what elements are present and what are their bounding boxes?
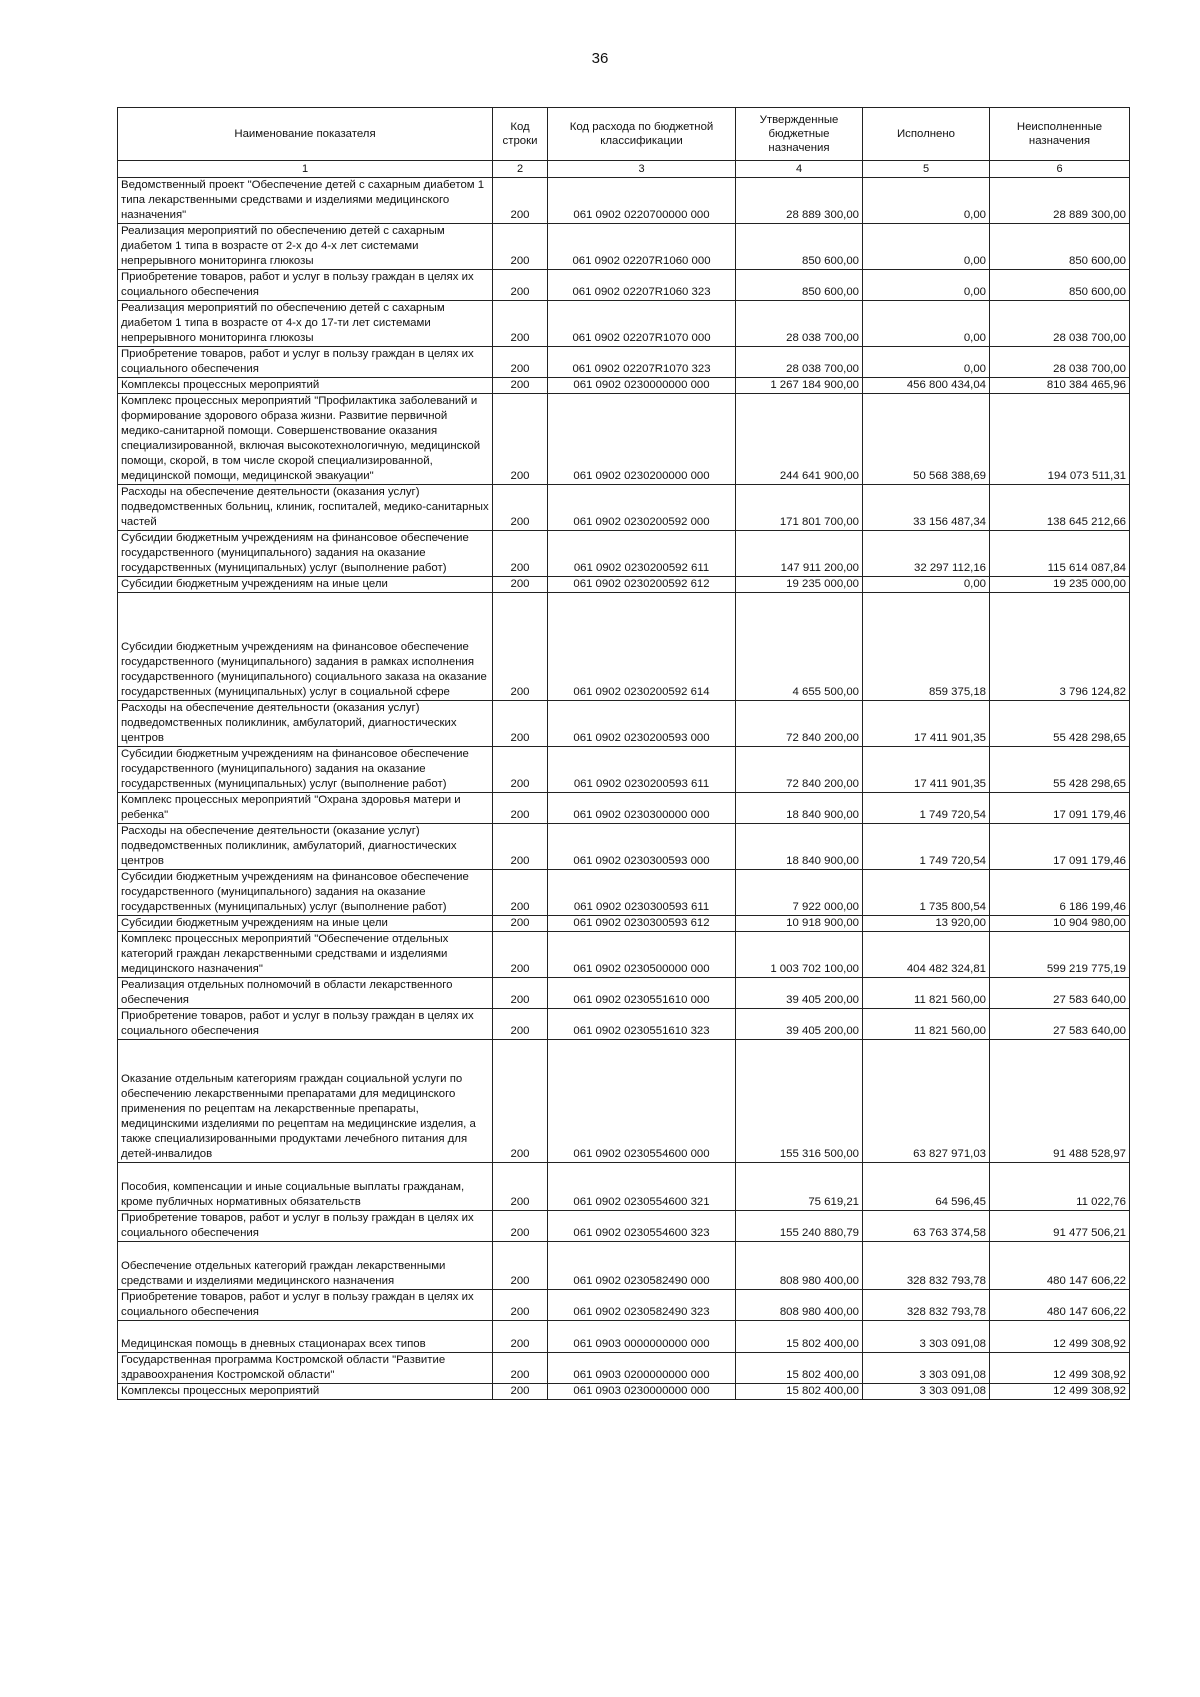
approved-amount-cell: 155 316 500,00 bbox=[736, 1040, 863, 1163]
row-code-cell: 200 bbox=[493, 577, 548, 593]
unexecuted-amount-cell: 138 645 212,66 bbox=[990, 485, 1130, 531]
unexecuted-amount-cell: 10 904 980,00 bbox=[990, 916, 1130, 932]
row-name-cell: Приобретение товаров, работ и услуг в пользу граждан в целях их социального обеспечения bbox=[118, 270, 493, 301]
row-code-cell: 200 bbox=[493, 1353, 548, 1384]
classification-code-cell: 061 0903 0200000000 000 bbox=[548, 1353, 736, 1384]
column-header-name: Наименование показателя bbox=[118, 108, 493, 161]
approved-amount-cell: 72 840 200,00 bbox=[736, 701, 863, 747]
column-number: 2 bbox=[493, 161, 548, 178]
classification-code-cell: 061 0902 0230200000 000 bbox=[548, 394, 736, 485]
classification-code-cell: 061 0902 0220700000 000 bbox=[548, 178, 736, 224]
table-row bbox=[118, 1242, 1130, 1290]
approved-amount-cell: 155 240 880,79 bbox=[736, 1211, 863, 1242]
unexecuted-amount-cell: 194 073 511,31 bbox=[990, 394, 1130, 485]
row-name-cell: Приобретение товаров, работ и услуг в пользу граждан в целях их социального обеспечения bbox=[118, 1290, 493, 1321]
classification-code-cell: 061 0902 0230200593 611 bbox=[548, 747, 736, 793]
row-name-cell: Расходы на обеспечение деятельности (оказание услуг) подведомственных поликлиник, амбулаторий, диагностических центров bbox=[118, 824, 493, 870]
executed-amount-cell: 1 749 720,54 bbox=[863, 793, 990, 824]
unexecuted-amount-cell: 27 583 640,00 bbox=[990, 978, 1130, 1009]
row-code-cell: 200 bbox=[493, 1211, 548, 1242]
classification-code-cell: 061 0902 0230200592 000 bbox=[548, 485, 736, 531]
unexecuted-amount-cell: 480 147 606,22 bbox=[990, 1242, 1130, 1290]
executed-amount-cell: 859 375,18 bbox=[863, 593, 990, 701]
row-name-cell: Обеспечение отдельных категорий граждан лекарственными средствами и изделиями медицинского назначения bbox=[118, 1242, 493, 1290]
unexecuted-amount-cell: 28 889 300,00 bbox=[990, 178, 1130, 224]
row-name-cell: Расходы на обеспечение деятельности (оказания услуг) подведомственных больниц, клиник, госпиталей, медико-санитарных частей bbox=[118, 485, 493, 531]
approved-amount-cell: 850 600,00 bbox=[736, 224, 863, 270]
classification-code-cell: 061 0902 02207R1070 000 bbox=[548, 301, 736, 347]
executed-amount-cell: 0,00 bbox=[863, 178, 990, 224]
row-code-cell: 200 bbox=[493, 1009, 548, 1040]
row-code-cell: 200 bbox=[493, 178, 548, 224]
table-row bbox=[118, 394, 1130, 485]
approved-amount-cell: 19 235 000,00 bbox=[736, 577, 863, 593]
table-row bbox=[118, 932, 1130, 978]
unexecuted-amount-cell: 12 499 308,92 bbox=[990, 1384, 1130, 1400]
executed-amount-cell: 64 596,45 bbox=[863, 1163, 990, 1211]
row-code-cell: 200 bbox=[493, 301, 548, 347]
executed-amount-cell: 1 749 720,54 bbox=[863, 824, 990, 870]
column-header-row-code: Код строки bbox=[493, 108, 548, 161]
row-name-cell: Субсидии бюджетным учреждениям на иные цели bbox=[118, 577, 493, 593]
row-name-cell: Оказание отдельным категориям граждан социальной услуги по обеспечению лекарственными препаратами для медицинского применения по рецептам на лекарственные препараты, медицинскими изделиями по рецептам на медицинские изделия, а также специализированными продуктами лечебного питания для детей-инвалидов bbox=[118, 1040, 493, 1163]
executed-amount-cell: 3 303 091,08 bbox=[863, 1384, 990, 1400]
executed-amount-cell: 13 920,00 bbox=[863, 916, 990, 932]
row-code-cell: 200 bbox=[493, 747, 548, 793]
column-number: 1 bbox=[118, 161, 493, 178]
unexecuted-amount-cell: 3 796 124,82 bbox=[990, 593, 1130, 701]
executed-amount-cell: 32 297 112,16 bbox=[863, 531, 990, 577]
row-code-cell: 200 bbox=[493, 1242, 548, 1290]
row-name-cell: Комплекс процессных мероприятий "Охрана здоровья матери и ребенка" bbox=[118, 793, 493, 824]
table-row bbox=[118, 224, 1130, 270]
approved-amount-cell: 18 840 900,00 bbox=[736, 793, 863, 824]
table-row bbox=[118, 301, 1130, 347]
unexecuted-amount-cell: 19 235 000,00 bbox=[990, 577, 1130, 593]
row-name-cell: Пособия, компенсации и иные социальные выплаты гражданам, кроме публичных нормативных обязательств bbox=[118, 1163, 493, 1211]
row-code-cell: 200 bbox=[493, 1290, 548, 1321]
row-name-cell: Реализация отдельных полномочий в области лекарственного обеспечения bbox=[118, 978, 493, 1009]
approved-amount-cell: 1 267 184 900,00 bbox=[736, 378, 863, 394]
table-row bbox=[118, 793, 1130, 824]
classification-code-cell: 061 0903 0230000000 000 bbox=[548, 1384, 736, 1400]
table-row bbox=[118, 378, 1130, 394]
unexecuted-amount-cell: 850 600,00 bbox=[990, 270, 1130, 301]
classification-code-cell: 061 0902 0230551610 000 bbox=[548, 978, 736, 1009]
classification-code-cell: 061 0902 0230554600 323 bbox=[548, 1211, 736, 1242]
row-name-cell: Субсидии бюджетным учреждениям на финансовое обеспечение государственного (муниципального) задания на оказание государственных (муниципальных) услуг (выполнение работ) bbox=[118, 747, 493, 793]
executed-amount-cell: 50 568 388,69 bbox=[863, 394, 990, 485]
row-name-cell: Субсидии бюджетным учреждениям на финансовое обеспечение государственного (муниципального) задания на оказание государственных (муниципальных) услуг (выполнение работ) bbox=[118, 870, 493, 916]
classification-code-cell: 061 0902 0230500000 000 bbox=[548, 932, 736, 978]
approved-amount-cell: 28 889 300,00 bbox=[736, 178, 863, 224]
unexecuted-amount-cell: 27 583 640,00 bbox=[990, 1009, 1130, 1040]
classification-code-cell: 061 0902 02207R1070 323 bbox=[548, 347, 736, 378]
unexecuted-amount-cell: 55 428 298,65 bbox=[990, 747, 1130, 793]
page-number: 36 bbox=[591, 50, 609, 67]
classification-code-cell: 061 0902 0230551610 323 bbox=[548, 1009, 736, 1040]
executed-amount-cell: 17 411 901,35 bbox=[863, 747, 990, 793]
executed-amount-cell: 17 411 901,35 bbox=[863, 701, 990, 747]
row-name-cell: Приобретение товаров, работ и услуг в пользу граждан в целях их социального обеспечения bbox=[118, 1211, 493, 1242]
column-number: 3 bbox=[548, 161, 736, 178]
row-code-cell: 200 bbox=[493, 378, 548, 394]
approved-amount-cell: 7 922 000,00 bbox=[736, 870, 863, 916]
classification-code-cell: 061 0902 0230200592 612 bbox=[548, 577, 736, 593]
approved-amount-cell: 850 600,00 bbox=[736, 270, 863, 301]
row-code-cell: 200 bbox=[493, 1040, 548, 1163]
unexecuted-amount-cell: 91 488 528,97 bbox=[990, 1040, 1130, 1163]
row-name-cell: Комплексы процессных мероприятий bbox=[118, 378, 493, 394]
row-name-cell: Реализация мероприятий по обеспечению детей с сахарным диабетом 1 типа в возрасте от 4-х до 17-ти лет системами непрерывного мониторинга глюкозы bbox=[118, 301, 493, 347]
classification-code-cell: 061 0902 02207R1060 323 bbox=[548, 270, 736, 301]
row-name-cell: Ведомственный проект "Обеспечение детей с сахарным диабетом 1 типа лекарственными средствами и изделиями медицинского назначения" bbox=[118, 178, 493, 224]
row-code-cell: 200 bbox=[493, 270, 548, 301]
column-number: 4 bbox=[736, 161, 863, 178]
approved-amount-cell: 1 003 702 100,00 bbox=[736, 932, 863, 978]
executed-amount-cell: 63 763 374,58 bbox=[863, 1211, 990, 1242]
table-row bbox=[118, 577, 1130, 593]
column-header-classification: Код расхода по бюджетной классификации bbox=[548, 108, 736, 161]
table-row bbox=[118, 1163, 1130, 1211]
table-row bbox=[118, 1290, 1130, 1321]
classification-code-cell: 061 0903 0000000000 000 bbox=[548, 1321, 736, 1353]
executed-amount-cell: 0,00 bbox=[863, 347, 990, 378]
table-row bbox=[118, 593, 1130, 701]
column-number: 5 bbox=[863, 161, 990, 178]
executed-amount-cell: 0,00 bbox=[863, 224, 990, 270]
row-code-cell: 200 bbox=[493, 1384, 548, 1400]
approved-amount-cell: 15 802 400,00 bbox=[736, 1384, 863, 1400]
unexecuted-amount-cell: 91 477 506,21 bbox=[990, 1211, 1130, 1242]
row-code-cell: 200 bbox=[493, 347, 548, 378]
executed-amount-cell: 1 735 800,54 bbox=[863, 870, 990, 916]
classification-code-cell: 061 0902 0230300000 000 bbox=[548, 793, 736, 824]
unexecuted-amount-cell: 480 147 606,22 bbox=[990, 1290, 1130, 1321]
table-row bbox=[118, 916, 1130, 932]
approved-amount-cell: 39 405 200,00 bbox=[736, 1009, 863, 1040]
row-name-cell: Приобретение товаров, работ и услуг в пользу граждан в целях их социального обеспечения bbox=[118, 1009, 493, 1040]
unexecuted-amount-cell: 810 384 465,96 bbox=[990, 378, 1130, 394]
executed-amount-cell: 456 800 434,04 bbox=[863, 378, 990, 394]
table-row bbox=[118, 701, 1130, 747]
row-code-cell: 200 bbox=[493, 224, 548, 270]
row-code-cell: 200 bbox=[493, 932, 548, 978]
row-name-cell: Приобретение товаров, работ и услуг в пользу граждан в целях их социального обеспечения bbox=[118, 347, 493, 378]
approved-amount-cell: 28 038 700,00 bbox=[736, 301, 863, 347]
executed-amount-cell: 3 303 091,08 bbox=[863, 1353, 990, 1384]
row-name-cell: Субсидии бюджетным учреждениям на иные цели bbox=[118, 916, 493, 932]
classification-code-cell: 061 0902 0230200592 611 bbox=[548, 531, 736, 577]
row-name-cell: Государственная программа Костромской области "Развитие здравоохранения Костромской области" bbox=[118, 1353, 493, 1384]
table-row bbox=[118, 824, 1130, 870]
executed-amount-cell: 0,00 bbox=[863, 577, 990, 593]
table-row bbox=[118, 1384, 1130, 1400]
approved-amount-cell: 4 655 500,00 bbox=[736, 593, 863, 701]
column-number-row bbox=[118, 161, 1130, 178]
row-code-cell: 200 bbox=[493, 701, 548, 747]
executed-amount-cell: 33 156 487,34 bbox=[863, 485, 990, 531]
unexecuted-amount-cell: 599 219 775,19 bbox=[990, 932, 1130, 978]
classification-code-cell: 061 0902 0230300593 611 bbox=[548, 870, 736, 916]
classification-code-cell: 061 0902 0230582490 323 bbox=[548, 1290, 736, 1321]
unexecuted-amount-cell: 12 499 308,92 bbox=[990, 1353, 1130, 1384]
approved-amount-cell: 75 619,21 bbox=[736, 1163, 863, 1211]
approved-amount-cell: 18 840 900,00 bbox=[736, 824, 863, 870]
row-code-cell: 200 bbox=[493, 978, 548, 1009]
unexecuted-amount-cell: 850 600,00 bbox=[990, 224, 1130, 270]
approved-amount-cell: 808 980 400,00 bbox=[736, 1242, 863, 1290]
row-name-cell: Комплексы процессных мероприятий bbox=[118, 1384, 493, 1400]
row-name-cell: Расходы на обеспечение деятельности (оказания услуг) подведомственных поликлиник, амбулаторий, диагностических центров bbox=[118, 701, 493, 747]
approved-amount-cell: 15 802 400,00 bbox=[736, 1321, 863, 1353]
classification-code-cell: 061 0902 02207R1060 000 bbox=[548, 224, 736, 270]
unexecuted-amount-cell: 17 091 179,46 bbox=[990, 793, 1130, 824]
row-name-cell: Комплекс процессных мероприятий "Профилактика заболеваний и формирование здорового образа жизни. Развитие первичной медико-санитарной помощи. Совершенствование оказания специализированной, включая высокотехнологичную, медицинской помощи, скорой, в том числе скорой специализированной, медицинской помощи, медицинской эвакуации" bbox=[118, 394, 493, 485]
row-code-cell: 200 bbox=[493, 793, 548, 824]
row-code-cell: 200 bbox=[493, 593, 548, 701]
table-header-row bbox=[118, 108, 1130, 161]
row-code-cell: 200 bbox=[493, 485, 548, 531]
executed-amount-cell: 11 821 560,00 bbox=[863, 978, 990, 1009]
row-code-cell: 200 bbox=[493, 394, 548, 485]
classification-code-cell: 061 0902 0230554600 321 bbox=[548, 1163, 736, 1211]
table-row bbox=[118, 978, 1130, 1009]
unexecuted-amount-cell: 6 186 199,46 bbox=[990, 870, 1130, 916]
approved-amount-cell: 39 405 200,00 bbox=[736, 978, 863, 1009]
approved-amount-cell: 28 038 700,00 bbox=[736, 347, 863, 378]
approved-amount-cell: 147 911 200,00 bbox=[736, 531, 863, 577]
unexecuted-amount-cell: 17 091 179,46 bbox=[990, 824, 1130, 870]
unexecuted-amount-cell: 115 614 087,84 bbox=[990, 531, 1130, 577]
table-row bbox=[118, 270, 1130, 301]
row-code-cell: 200 bbox=[493, 824, 548, 870]
executed-amount-cell: 11 821 560,00 bbox=[863, 1009, 990, 1040]
approved-amount-cell: 72 840 200,00 bbox=[736, 747, 863, 793]
executed-amount-cell: 63 827 971,03 bbox=[863, 1040, 990, 1163]
table-row bbox=[118, 747, 1130, 793]
row-code-cell: 200 bbox=[493, 1163, 548, 1211]
table-row bbox=[118, 178, 1130, 224]
classification-code-cell: 061 0902 0230554600 000 bbox=[548, 1040, 736, 1163]
classification-code-cell: 061 0902 0230200592 614 bbox=[548, 593, 736, 701]
classification-code-cell: 061 0902 0230200593 000 bbox=[548, 701, 736, 747]
executed-amount-cell: 404 482 324,81 bbox=[863, 932, 990, 978]
row-name-cell: Субсидии бюджетным учреждениям на финансовое обеспечение государственного (муниципального) задания в рамках исполнения государственного (муниципального) социального заказа на оказание государственных (муниципальных) услуг в социальной сфере bbox=[118, 593, 493, 701]
approved-amount-cell: 808 980 400,00 bbox=[736, 1290, 863, 1321]
executed-amount-cell: 328 832 793,78 bbox=[863, 1290, 990, 1321]
unexecuted-amount-cell: 55 428 298,65 bbox=[990, 701, 1130, 747]
table-row bbox=[118, 1211, 1130, 1242]
unexecuted-amount-cell: 12 499 308,92 bbox=[990, 1321, 1130, 1353]
executed-amount-cell: 328 832 793,78 bbox=[863, 1242, 990, 1290]
approved-amount-cell: 171 801 700,00 bbox=[736, 485, 863, 531]
approved-amount-cell: 15 802 400,00 bbox=[736, 1353, 863, 1384]
classification-code-cell: 061 0902 0230582490 000 bbox=[548, 1242, 736, 1290]
row-name-cell: Субсидии бюджетным учреждениям на финансовое обеспечение государственного (муниципального) задания на оказание государственных (муниципальных) услуг (выполнение работ) bbox=[118, 531, 493, 577]
approved-amount-cell: 244 641 900,00 bbox=[736, 394, 863, 485]
row-code-cell: 200 bbox=[493, 1321, 548, 1353]
budget-execution-table bbox=[117, 107, 1130, 1400]
executed-amount-cell: 3 303 091,08 bbox=[863, 1321, 990, 1353]
classification-code-cell: 061 0902 0230300593 000 bbox=[548, 824, 736, 870]
table-row bbox=[118, 1009, 1130, 1040]
column-number: 6 bbox=[990, 161, 1130, 178]
table-row bbox=[118, 1321, 1130, 1353]
row-code-cell: 200 bbox=[493, 870, 548, 916]
unexecuted-amount-cell: 11 022,76 bbox=[990, 1163, 1130, 1211]
approved-amount-cell: 10 918 900,00 bbox=[736, 916, 863, 932]
table-row bbox=[118, 531, 1130, 577]
table-body bbox=[118, 178, 1130, 1400]
table-row bbox=[118, 347, 1130, 378]
row-name-cell: Медицинская помощь в дневных стационарах всех типов bbox=[118, 1321, 493, 1353]
classification-code-cell: 061 0902 0230000000 000 bbox=[548, 378, 736, 394]
column-header-executed: Исполнено bbox=[863, 108, 990, 161]
executed-amount-cell: 0,00 bbox=[863, 301, 990, 347]
table-row bbox=[118, 870, 1130, 916]
row-name-cell: Реализация мероприятий по обеспечению детей с сахарным диабетом 1 типа в возрасте от 2-х до 4-х лет системами непрерывного мониторинга глюкозы bbox=[118, 224, 493, 270]
column-header-unexecuted: Неисполненные назначения bbox=[990, 108, 1130, 161]
table-row bbox=[118, 1353, 1130, 1384]
table-row bbox=[118, 485, 1130, 531]
row-code-cell: 200 bbox=[493, 531, 548, 577]
unexecuted-amount-cell: 28 038 700,00 bbox=[990, 347, 1130, 378]
unexecuted-amount-cell: 28 038 700,00 bbox=[990, 301, 1130, 347]
executed-amount-cell: 0,00 bbox=[863, 270, 990, 301]
classification-code-cell: 061 0902 0230300593 612 bbox=[548, 916, 736, 932]
table-row bbox=[118, 1040, 1130, 1163]
column-header-approved: Утвержденные бюджетные назначения bbox=[736, 108, 863, 161]
row-name-cell: Комплекс процессных мероприятий "Обеспечение отдельных категорий граждан лекарственными средствами и изделиями медицинского назначения" bbox=[118, 932, 493, 978]
row-code-cell: 200 bbox=[493, 916, 548, 932]
